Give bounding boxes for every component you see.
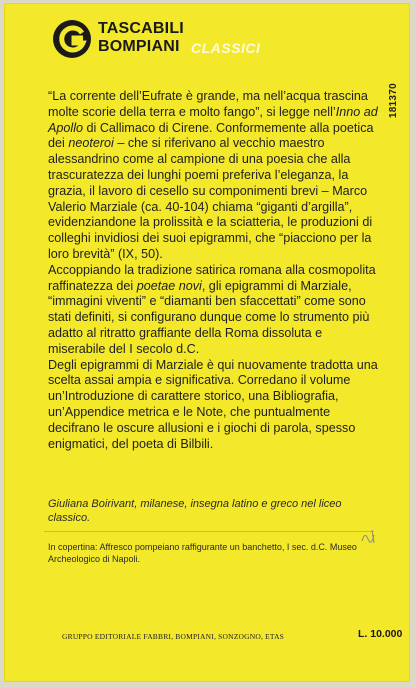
translator-note: Giuliana Boirivant, milanese, insegna latino e greco nel liceo classico. (48, 498, 342, 524)
blurb-p1-title: Inno ad Apollo (48, 104, 378, 135)
blurb-p1-c: – che si riferivano al vecchio maestro alessandrino come al campione di una poesia che alla trascuratezza dei lunghi poemi preferiva l’eleganza, la grazia, il lavoro di cesello su componimenti brevi – Marco Valerio Marziale (ca. 40-104) chiama “giganti d’argilla”, evidenziandone la prolissità e la sciatteria, le produzioni di colleghi invidiosi dei suoi epigrammi, che “piacciono per la loro brevità” (IX, 50). (48, 136, 373, 261)
blurb-p1-b: di Callimaco di Cirene. Conformemente alla poetica dei (48, 120, 374, 151)
blurb-p2-term: poetae novi (136, 278, 202, 293)
catalog-number: 181370 (388, 83, 399, 119)
blurb-p1-term: neoteroi (68, 136, 114, 151)
divider (44, 531, 374, 532)
series-logo-text (98, 20, 184, 56)
blurb-p1-a: “La corrente dell’Eufrate è grande, ma nell’acqua trascina molte scorie della terra e molto fango”, si legge nell’ (48, 89, 368, 119)
series-line-2: BOMPIANI (98, 38, 180, 55)
cover-credit: In copertina: Affresco pompeiano raffigurante un banchetto, I sec. d.C. Museo Archeologico di Napoli. (48, 542, 357, 564)
bompiani-logo-icon (52, 19, 92, 59)
blurb-p2-b: , gli epigrammi di Marziale, “immagini viventi” e “diamanti ben sfaccettati” come sono stati definiti, si configurano dunque come lo strumento più adatto al ritratto graffiante della Roma dissoluta e miserabile del I secolo d.C. (48, 278, 370, 356)
publisher-line: GRUPPO EDITORIALE FABBRI, BOMPIANI, SONZOGNO, ETAS (62, 632, 285, 641)
series-name: CLASSICI (191, 40, 261, 56)
back-cover (4, 3, 410, 682)
blurb-paragraph-3: Degli epigrammi di Marziale è qui nuovamente tradotta una scelta assai ampia e significativa. Corredano il volume un’Introduzione di carattere storico, una Bibliografia, un’Appendice metrica e le Note, che puntualmente decifrano le oscure allusioni e i giochi di parola, spesso enigmatici, del poeta di Bilbili. (48, 357, 378, 451)
price: L. 10.000 (358, 628, 403, 640)
blurb-text (48, 89, 378, 452)
blurb-paragraph-2 (48, 263, 378, 358)
blurb-paragraph-1 (48, 89, 378, 263)
blurb-p2-a: Accoppiando la tradizione satirica romana alla cosmopolita raffinatezza dei (48, 262, 376, 293)
series-line-1: TASCABILI (98, 20, 184, 37)
